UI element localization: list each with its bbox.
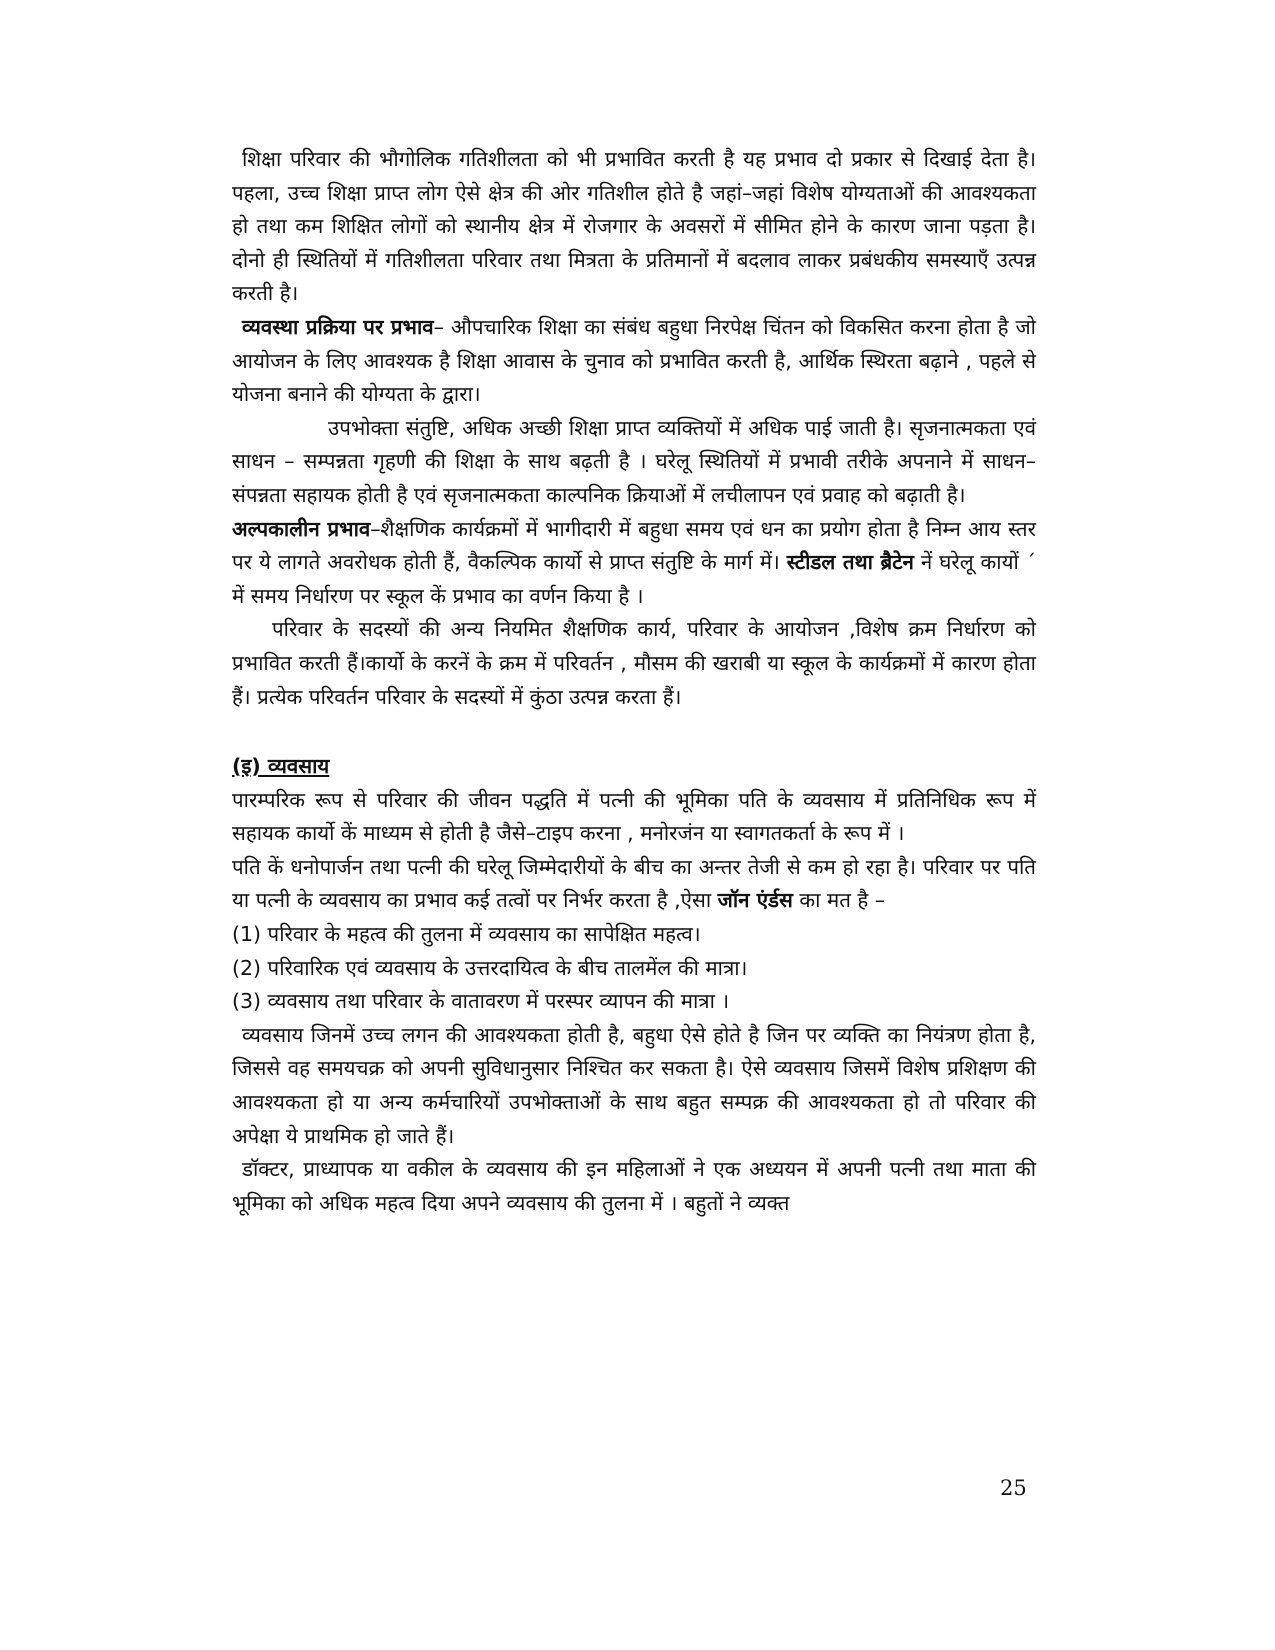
- paragraph-husband-earning-text: पति कें धनोपार्जन तथा पत्नी की घरेलू जिम्मेदारीयों के बीच का अन्तर तेजी से कम हो रहा है। परिवार पर पति या पत्नी के व्यवसाय का प्रभाव कई तत्वों पर निर्भर करता है ,ऐसा: [232, 854, 1036, 913]
- author-steidl-bratton: स्टीडल तथा ब्रैटेन: [786, 550, 914, 575]
- paragraph-short-term-text: –शैक्षणिक कार्यक्रमों में भागीदारी में बहुधा समय एवं धन का प्रयोग होता है निम्न आय स्तर पर ये लागते अवरोधक होती हैं, वैकल्पिक कार्यो से प्राप्त संतुष्टि के मार्ग में।: [232, 516, 1036, 575]
- term-short-term-effect: अल्पकालीन प्रभाव: [232, 516, 371, 541]
- paragraph-process-effect: [232, 311, 1036, 412]
- paragraph-short-term-end: नें घरेलू कायों ´ में समय निर्धारण पर स्कूल कें प्रभाव का वर्णन किया है ।: [232, 550, 1037, 608]
- paragraph-short-term-effect: [232, 513, 1036, 614]
- page-body: [232, 143, 1036, 1403]
- term-process-effect: व्यवस्था प्रक्रिया पर प्रभाव: [242, 314, 434, 339]
- paragraph-geographic-mobility: शिक्षा परिवार की भौगोलिक गतिशीलता को भी प्रभावित करती है यह प्रभाव दो प्रकार से दिखाई देता है। पहला, उच्च शिक्षा प्राप्त लोग ऐसे क्षेत्र की ओर गतिशील होते है जहां–जहां विशेष योग्यताओं की आवश्यकता हो तथा कम शिक्षित लोगों को स्थानीय क्षेत्र में रोजगार के अवसरों में सीमित होने के कारण जाना पड़ता है। दोनो ही स्थितियों में गतिशीलता परिवार तथा मित्रता के प्रतिमानों में बदलाव लाकर प्रबंधकीय समस्याएँ उत्पन्न करती है।: [232, 147, 1036, 306]
- page-number: 25: [1000, 1476, 1027, 1500]
- paragraph-doctor-professor: डॉक्टर, प्राध्यापक या वकील के व्यवसाय की इन महिलाओं ने एक अध्ययन में अपनी पत्नी तथा माता की भूमिका को अधिक महत्व दिया अपने व्यवसाय की तुलना में । बहुतों ने व्यक्त: [232, 1157, 1036, 1215]
- section-heading-occupation: (इ) व्यवसाय: [232, 754, 330, 779]
- list-item: (1) परिवार के महत्व की तुलना में व्यवसाय का सापेक्षित महत्व।: [232, 922, 701, 947]
- list-item: (3) व्यवसाय तथा परिवार के वातावरण में परस्पर व्यापन की मात्रा ।: [232, 989, 730, 1014]
- paragraph-husband-earning: [232, 851, 1036, 918]
- paragraph-traditional-role: पारम्परिक रूप से परिवार की जीवन पद्धति में पत्नी की भूमिका पति के व्यवसाय में प्रतिनिधिक रूप में सहायक कार्यो कें माध्यम से होती है जैसे–टाइप करना , मनोरजंन या स्वागतकर्ता के रूप में ।: [232, 787, 1036, 846]
- paragraph-husband-earning-end: का मत है –: [792, 888, 886, 913]
- paragraph-process-effect-text: – औपचारिक शिक्षा का संबंध बहुधा निरपेक्ष चिंतन को विकसित करना होता है जो आयोजन के लिए आवश्यक है शिक्षा आवास के चुनाव को प्रभावित करती है, आर्थिक स्थिरता बढ़ाने , पहले से योजना बनाने की योग्यता के द्वारा।: [232, 314, 1036, 407]
- paragraph-consumer-satisfaction: उपभोक्ता संतुष्टि, अधिक अच्छी शिक्षा प्राप्त व्यक्तियों में अधिक पाई जाती है। सृजनात्मकता एवं साधन – सम्पन्नता गृहणी की शिक्षा के साथ बढ़ती है । घरेलू स्थितियों में प्रभावी तरीके अपनाने में साधन–संपन्नता सहायक होती है एवं सृजनात्मकता काल्पनिक क्रियाओं में लचीलापन एवं प्रवाह को बढ़ाती है।: [232, 415, 1036, 507]
- paragraph-high-dedication: व्यवसाय जिनमें उच्च लगन की आवश्यकता होती है, बहुधा ऐसे होते है जिन पर व्यक्ति का नियंत्रण होता है, जिससे वह समयचक्र को अपनी सुविधानुसार निश्चित कर सकता है। ऐसे व्यवसाय जिसमें विशेष प्रशिक्षण की आवश्यकता हो या अन्य कर्मचारियों उपभोक्ताओं के साथ बहुत सम्पक्र की आवश्यकता हो तो परिवार की अपेक्षा ये प्राथमिक हो जाते हैं।: [232, 1022, 1036, 1148]
- paragraph-family-members: परिवार के सदस्यों की अन्य नियमित शैक्षणिक कार्य, परिवार के आयोजन ,विशेष क्रम निर्धारण को प्रभावित करती हैं।कार्यो के करनें के क्रम में परिवर्तन , मौसम की खराबी या स्कूल के कार्यक्रमों में कारण होता हैं। प्रत्येक परिवर्तन परिवार के सदस्यों में कुंठा उत्पन्न करता हैं।: [232, 617, 1036, 709]
- author-john-aldous: जॉन एंर्डस: [717, 888, 793, 913]
- list-item: (2) परिवारिक एवं व्यवसाय के उत्तरदायित्व के बीच तालमेंल की मात्रा।: [232, 955, 748, 980]
